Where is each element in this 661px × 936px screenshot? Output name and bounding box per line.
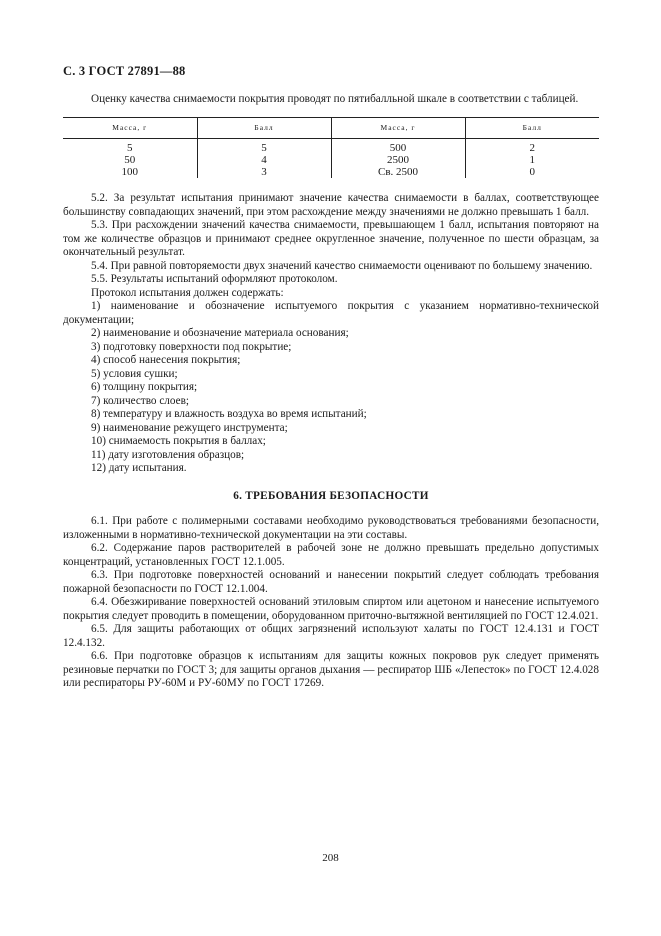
table-cell: 500 — [331, 139, 465, 155]
table-cell: Св. 2500 — [331, 166, 465, 178]
table-row — [63, 139, 599, 155]
paragraph-6-6: 6.6. При подготовке образцов к испытаниям для защиты кожных покровов рук следует применять резиновые перчатки по ГОСТ 3; для защиты органов дыхания — респиратор ШБ «Лепесток» по ГОСТ 12.4.028 или респираторы РУ-60М и РУ-60МУ по ГОСТ 17269. — [63, 650, 599, 689]
protocol-item: 11) дату изготовления образцов; — [91, 448, 245, 461]
protocol-item: 10) снимаемость покрытия в баллах; — [91, 435, 266, 447]
table-cell: 100 — [121, 166, 138, 178]
protocol-item: 2) наименование и обозначение материала основания; — [91, 327, 349, 339]
table-header-cell: Масса, г — [331, 117, 465, 139]
table-cell: 50 — [124, 154, 136, 166]
protocol-item: 5) условия сушки; — [91, 367, 178, 380]
protocol-item: 8) температуру и влажность воздуха во время испытаний; — [91, 408, 367, 420]
paragraph-5-5: 5.5. Результаты испытаний оформляют протоколом. — [91, 273, 338, 285]
paragraph-6-2: 6.2. Содержание паров растворителей в рабочей зоне не должно превышать предельно допустимых концентраций, установленных ГОСТ 12.1.005. — [63, 542, 599, 568]
protocol-item: 7) количество слоев; — [91, 394, 189, 407]
paragraph-5-2: 5.2. За результат испытания принимают значение качества снимаемости в баллах, соответствующее большинству совпадающих значений, при этом расхождение между значениями не должно превышать 1 балл. — [63, 192, 599, 218]
table-header-row — [63, 117, 599, 139]
paragraph-6-1: 6.1. При работе с полимерными составами необходимо руководствоваться требованиями безопасности, изложенными в нормативно-технической документации на эти составы. — [63, 515, 599, 541]
paragraph-6-5: 6.5. Для защиты работающих от общих загрязнений используют халаты по ГОСТ 12.4.131 и ГОСТ 12.4.132. — [63, 623, 599, 649]
table-cell: 3 — [197, 166, 331, 178]
document-body — [63, 93, 599, 691]
protocol-item: 6) толщину покрытия; — [91, 381, 198, 393]
paragraph-6-3: 6.3. При подготовке поверхностей оснований и нанесении покрытий следует соблюдать требования пожарной безопасности по ГОСТ 12.1.004. — [63, 569, 599, 595]
grades-table — [63, 117, 599, 179]
section-title: 6. ТРЕБОВАНИЯ БЕЗОПАСНОСТИ — [233, 489, 429, 502]
table-header-cell: Балл — [465, 117, 599, 139]
table-cell: 0 — [465, 166, 599, 178]
protocol-item: 9) наименование режущего инструмента; — [91, 421, 288, 434]
table-cell: 4 — [197, 154, 331, 166]
table-header-cell: Масса, г — [63, 117, 197, 139]
protocol-item: 3) подготовку поверхности под покрытие; — [91, 340, 292, 353]
protocol-item: 12) дату испытания. — [91, 462, 187, 474]
protocol-intro: Протокол испытания должен содержать: — [91, 286, 284, 299]
protocol-item: 4) способ нанесения покрытия; — [91, 354, 241, 366]
intro-paragraph: Оценку качества снимаемости покрытия проводят по пятибалльной шкале в соответствии с таблицей. — [91, 93, 579, 105]
table-row — [63, 154, 599, 166]
page-number: 208 — [322, 852, 339, 864]
table-header-cell: Балл — [197, 117, 331, 139]
table-cell: 5 — [127, 142, 133, 154]
table-cell: 2 — [465, 139, 599, 155]
table-row — [63, 166, 599, 178]
paragraph-5-3: 5.3. При расхождении значений качества снимаемости, превышающем 1 балл, испытания повторяют на том же количестве образцов и принимают среднее округленное значение, полученное по шести образцам, за окончательный результат. — [63, 219, 599, 258]
page-header: С. 3 ГОСТ 27891—88 — [63, 64, 186, 78]
paragraph-6-4: 6.4. Обезжиривание поверхностей оснований этиловым спиртом или ацетоном и нанесение испытуемого покрытия следует проводить в помещении, оборудованном приточно-вытяжной вентиляцией по ГОСТ 12.4.021. — [63, 596, 599, 622]
table-cell: 1 — [465, 154, 599, 166]
table-cell: 5 — [197, 139, 331, 155]
protocol-item: 1) наименование и обозначение испытуемого покрытия с указанием нормативно-технической документации; — [63, 300, 599, 326]
paragraph-5-4: 5.4. При равной повторяемости двух значений качество снимаемости оценивают по большему значению. — [91, 259, 593, 272]
table-cell: 2500 — [331, 154, 465, 166]
